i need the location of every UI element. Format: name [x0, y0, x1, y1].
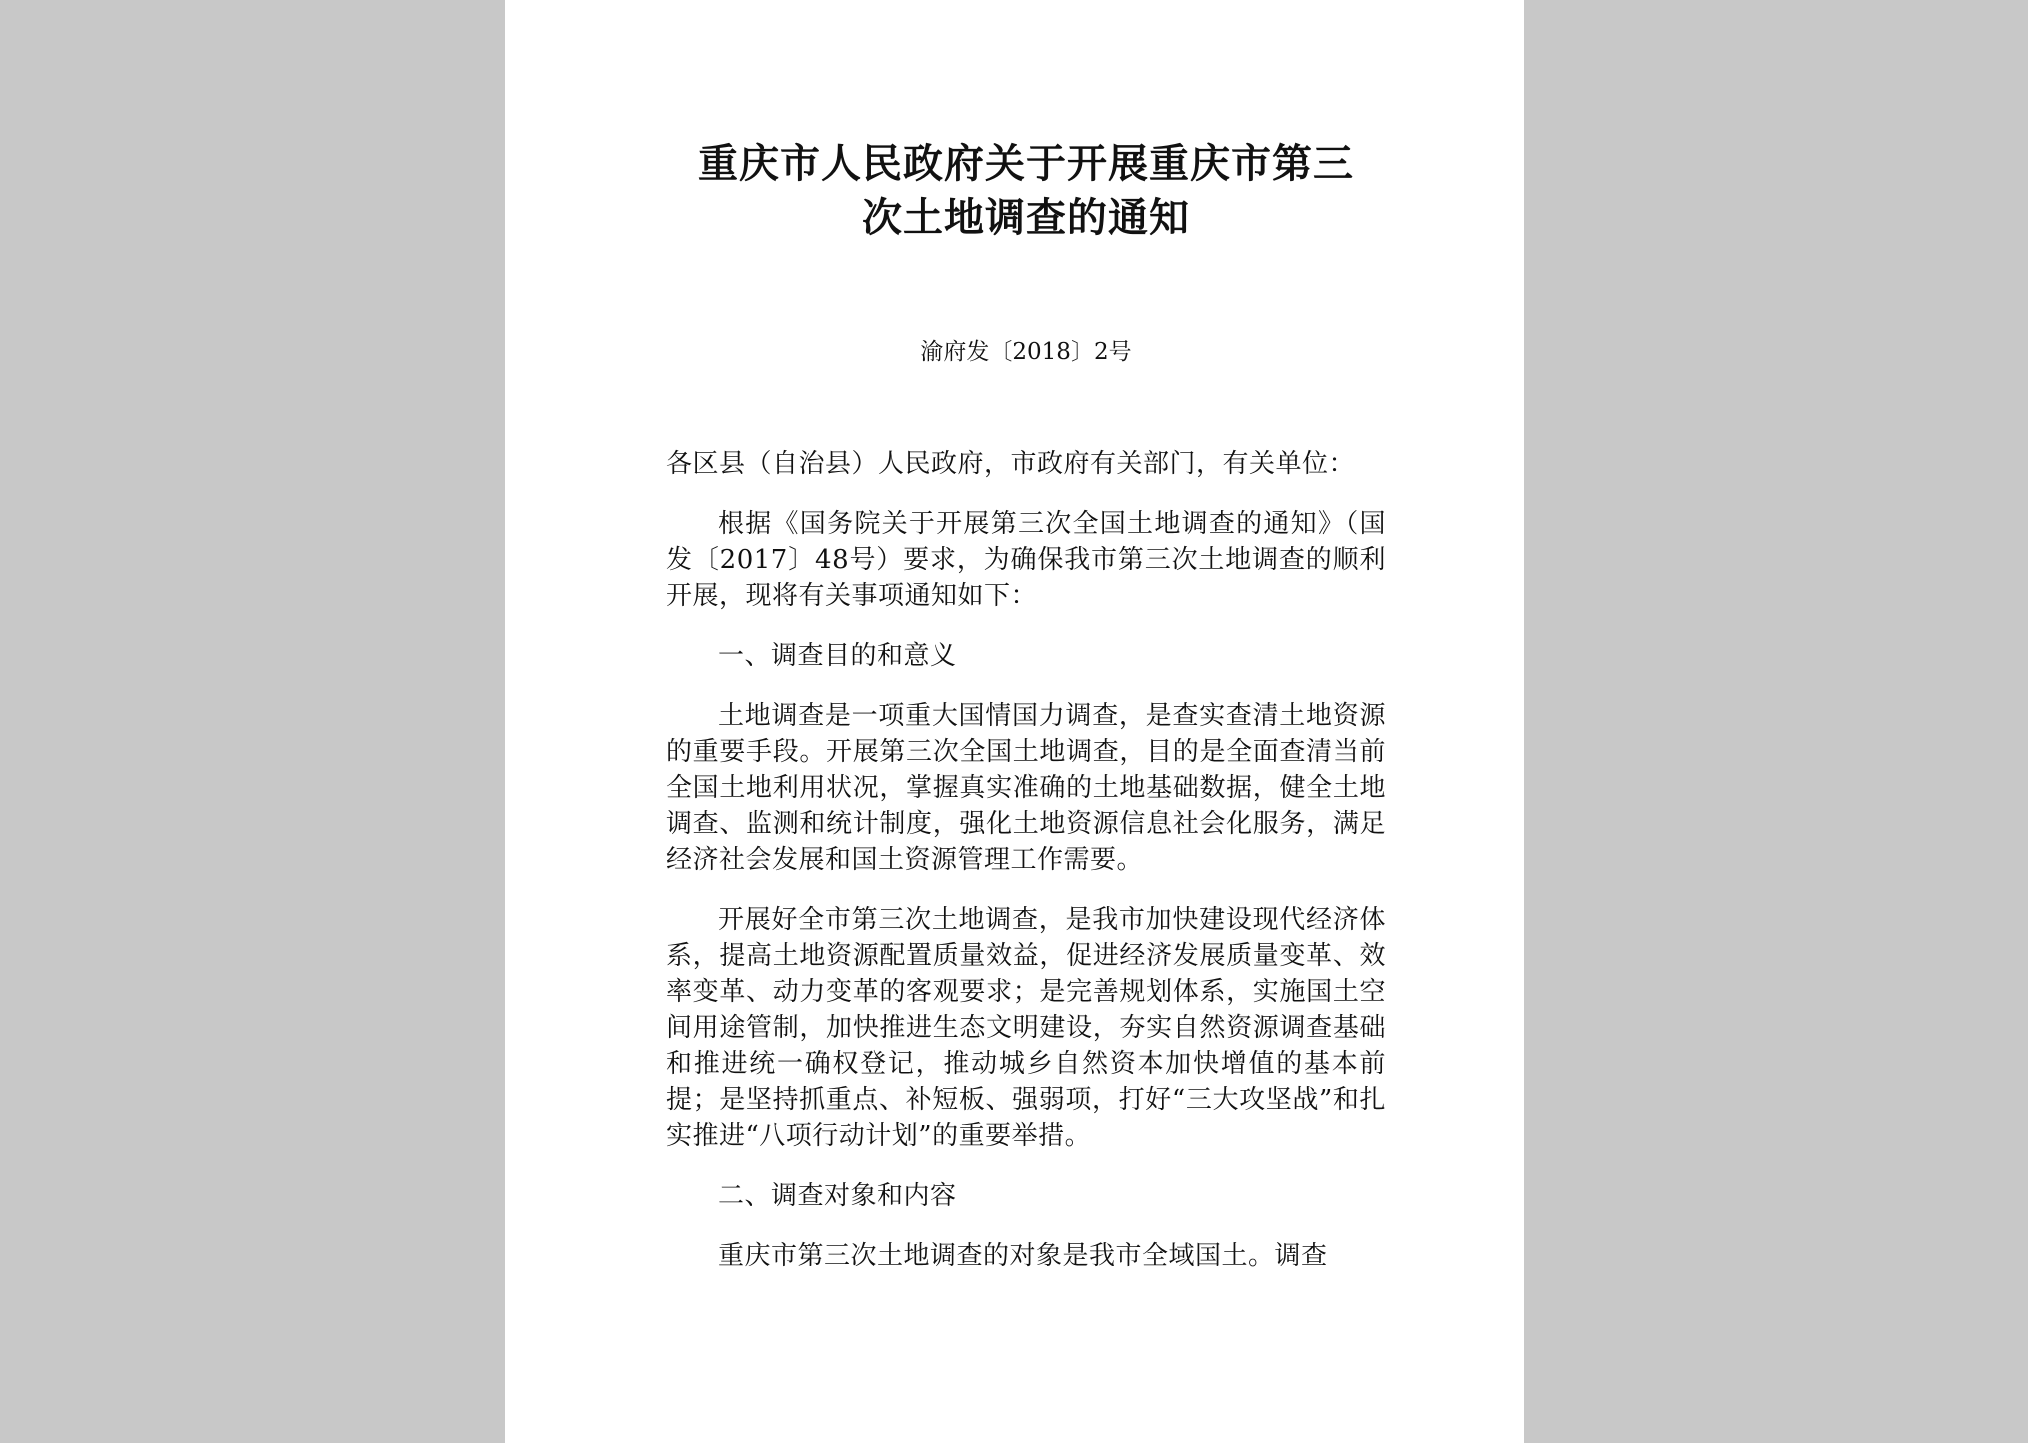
document-body	[666, 446, 1386, 1298]
document-title	[666, 137, 1386, 245]
section-2-paragraph-1: 重庆市第三次土地调查的对象是我市全域国土。调查	[718, 1241, 1328, 1271]
section-1-paragraph-1: 土地调查是一项重大国情国力调查，是查实查清土地资源的重要手段。开展第三次全国土地调查，目的是全面查清当前全国土地利用状况，掌握真实准确的土地基础数据，健全土地调查、监测和统计制度，强化土地资源信息社会化服务，满足经济社会发展和国土资源管理工作需要。	[666, 701, 1386, 875]
title-line-2: 次土地调查的通知	[862, 194, 1190, 241]
title-line-1: 重庆市人民政府关于开展重庆市第三	[698, 140, 1354, 187]
section-1-heading: 一、调查目的和意义	[718, 641, 957, 671]
section-1-paragraph-2: 开展好全市第三次土地调查，是我市加快建设现代经济体系，提高土地资源配置质量效益，促进经济发展质量变革、效率变革、动力变革的客观要求；是完善规划体系，实施国土空间用途管制，加快推进生态文明建设，夯实自然资源调查基础和推进统一确权登记，推动城乡自然资本加快增值的基本前提；是坚持抓重点、补短板、强弱项，打好“三大攻坚战”和扎实推进“八项行动计划”的重要举措。	[666, 905, 1386, 1151]
salutation: 各区县（自治县）人民政府，市政府有关部门，有关单位：	[666, 449, 1356, 479]
section-2-heading: 二、调查对象和内容	[718, 1181, 957, 1211]
intro-paragraph: 根据《国务院关于开展第三次全国土地调查的通知》（国发〔2017〕48号）要求，为确保我市第三次土地调查的顺利开展，现将有关事项通知如下：	[666, 509, 1386, 611]
document-page	[505, 0, 1524, 1443]
document-number: 渝府发〔2018〕2号	[920, 339, 1132, 365]
